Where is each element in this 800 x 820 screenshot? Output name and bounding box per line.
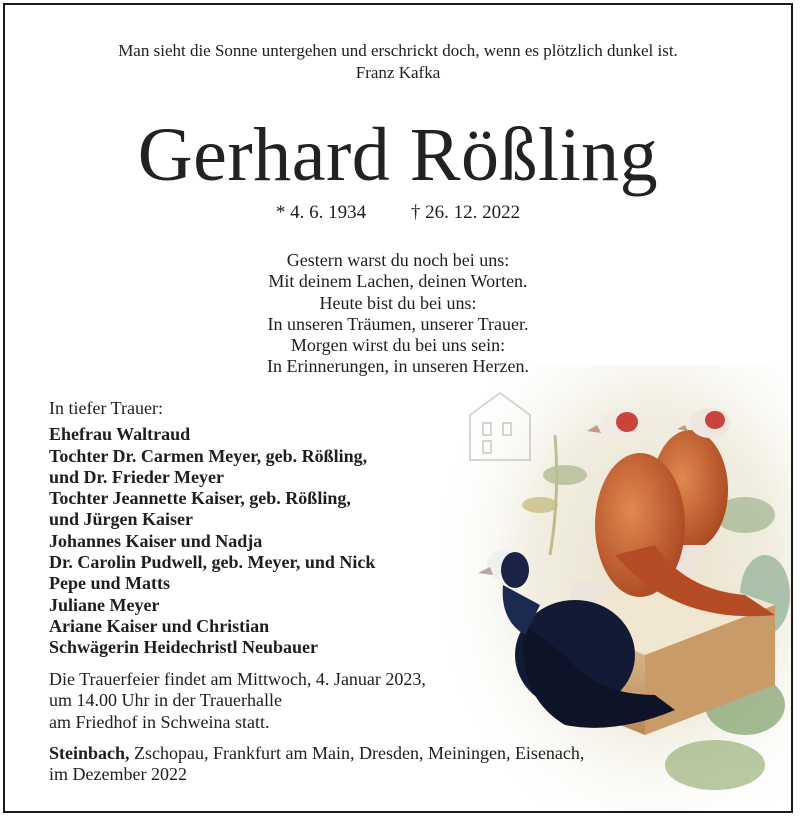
mourner-name: und Dr. Frieder Meyer xyxy=(49,466,224,487)
poem-line: Gestern warst du noch bei uns: xyxy=(286,250,510,270)
birth-date: * 4. 6. 1934 xyxy=(275,202,367,223)
obituary-notice xyxy=(3,3,793,813)
memorial-poem xyxy=(5,250,791,378)
life-dates xyxy=(5,201,791,225)
place-and-date xyxy=(49,743,584,786)
mourner-name: Ariane Kaiser und Christian xyxy=(49,615,270,636)
funeral-line: Die Trauerfeier findet am Mittwoch, 4. Januar 2023, xyxy=(49,669,426,689)
mourners-list xyxy=(49,398,375,659)
place-town: Steinbach, xyxy=(49,743,130,763)
place-others: Zschopau, Frankfurt am Main, Dresden, Meiningen, Eisenach, xyxy=(129,743,585,763)
mourner-name: Dr. Carolin Pudwell, geb. Meyer, und Nick xyxy=(49,552,376,573)
mourner-name: Pepe und Matts xyxy=(49,573,170,594)
mourners-label: In tiefer Trauer: xyxy=(49,398,163,418)
notice-date: im Dezember 2022 xyxy=(49,764,187,785)
funeral-info xyxy=(49,669,426,733)
mourner-name: Tochter Dr. Carmen Meyer, geb. Rößling, xyxy=(49,445,368,466)
mourner-name: Tochter Jeannette Kaiser, geb. Rößling, xyxy=(49,488,351,509)
mourner-name: Johannes Kaiser und Nadja xyxy=(49,530,263,551)
poem-line: Mit deinem Lachen, deinen Worten. xyxy=(268,271,528,292)
quote-text: Man sieht die Sonne untergehen und erschrickt doch, wenn es plötzlich dunkel ist. xyxy=(118,41,678,60)
mourner-name: Schwägerin Heidechristl Neubauer xyxy=(49,637,318,658)
quote-author: Franz Kafka xyxy=(355,63,441,82)
mourner-name: und Jürgen Kaiser xyxy=(49,509,194,530)
poem-line: In Erinnerungen, in unseren Herzen. xyxy=(267,356,529,377)
poem-line: Heute bist du bei uns: xyxy=(319,292,477,313)
funeral-line: am Friedhof in Schweina statt. xyxy=(49,711,270,732)
poem-line: In unseren Träumen, unserer Trauer. xyxy=(267,313,529,334)
deceased-name: Gerhard Rößling xyxy=(137,113,659,197)
mourner-name: Juliane Meyer xyxy=(49,594,160,615)
mourner-name: Ehefrau Waltraud xyxy=(49,424,191,445)
kafka-quote xyxy=(5,40,791,84)
death-date: † 26. 12. 2022 xyxy=(410,202,521,223)
funeral-line: um 14.00 Uhr in der Trauerhalle xyxy=(49,690,282,711)
poem-line: Morgen wirst du bei uns sein: xyxy=(290,335,506,356)
